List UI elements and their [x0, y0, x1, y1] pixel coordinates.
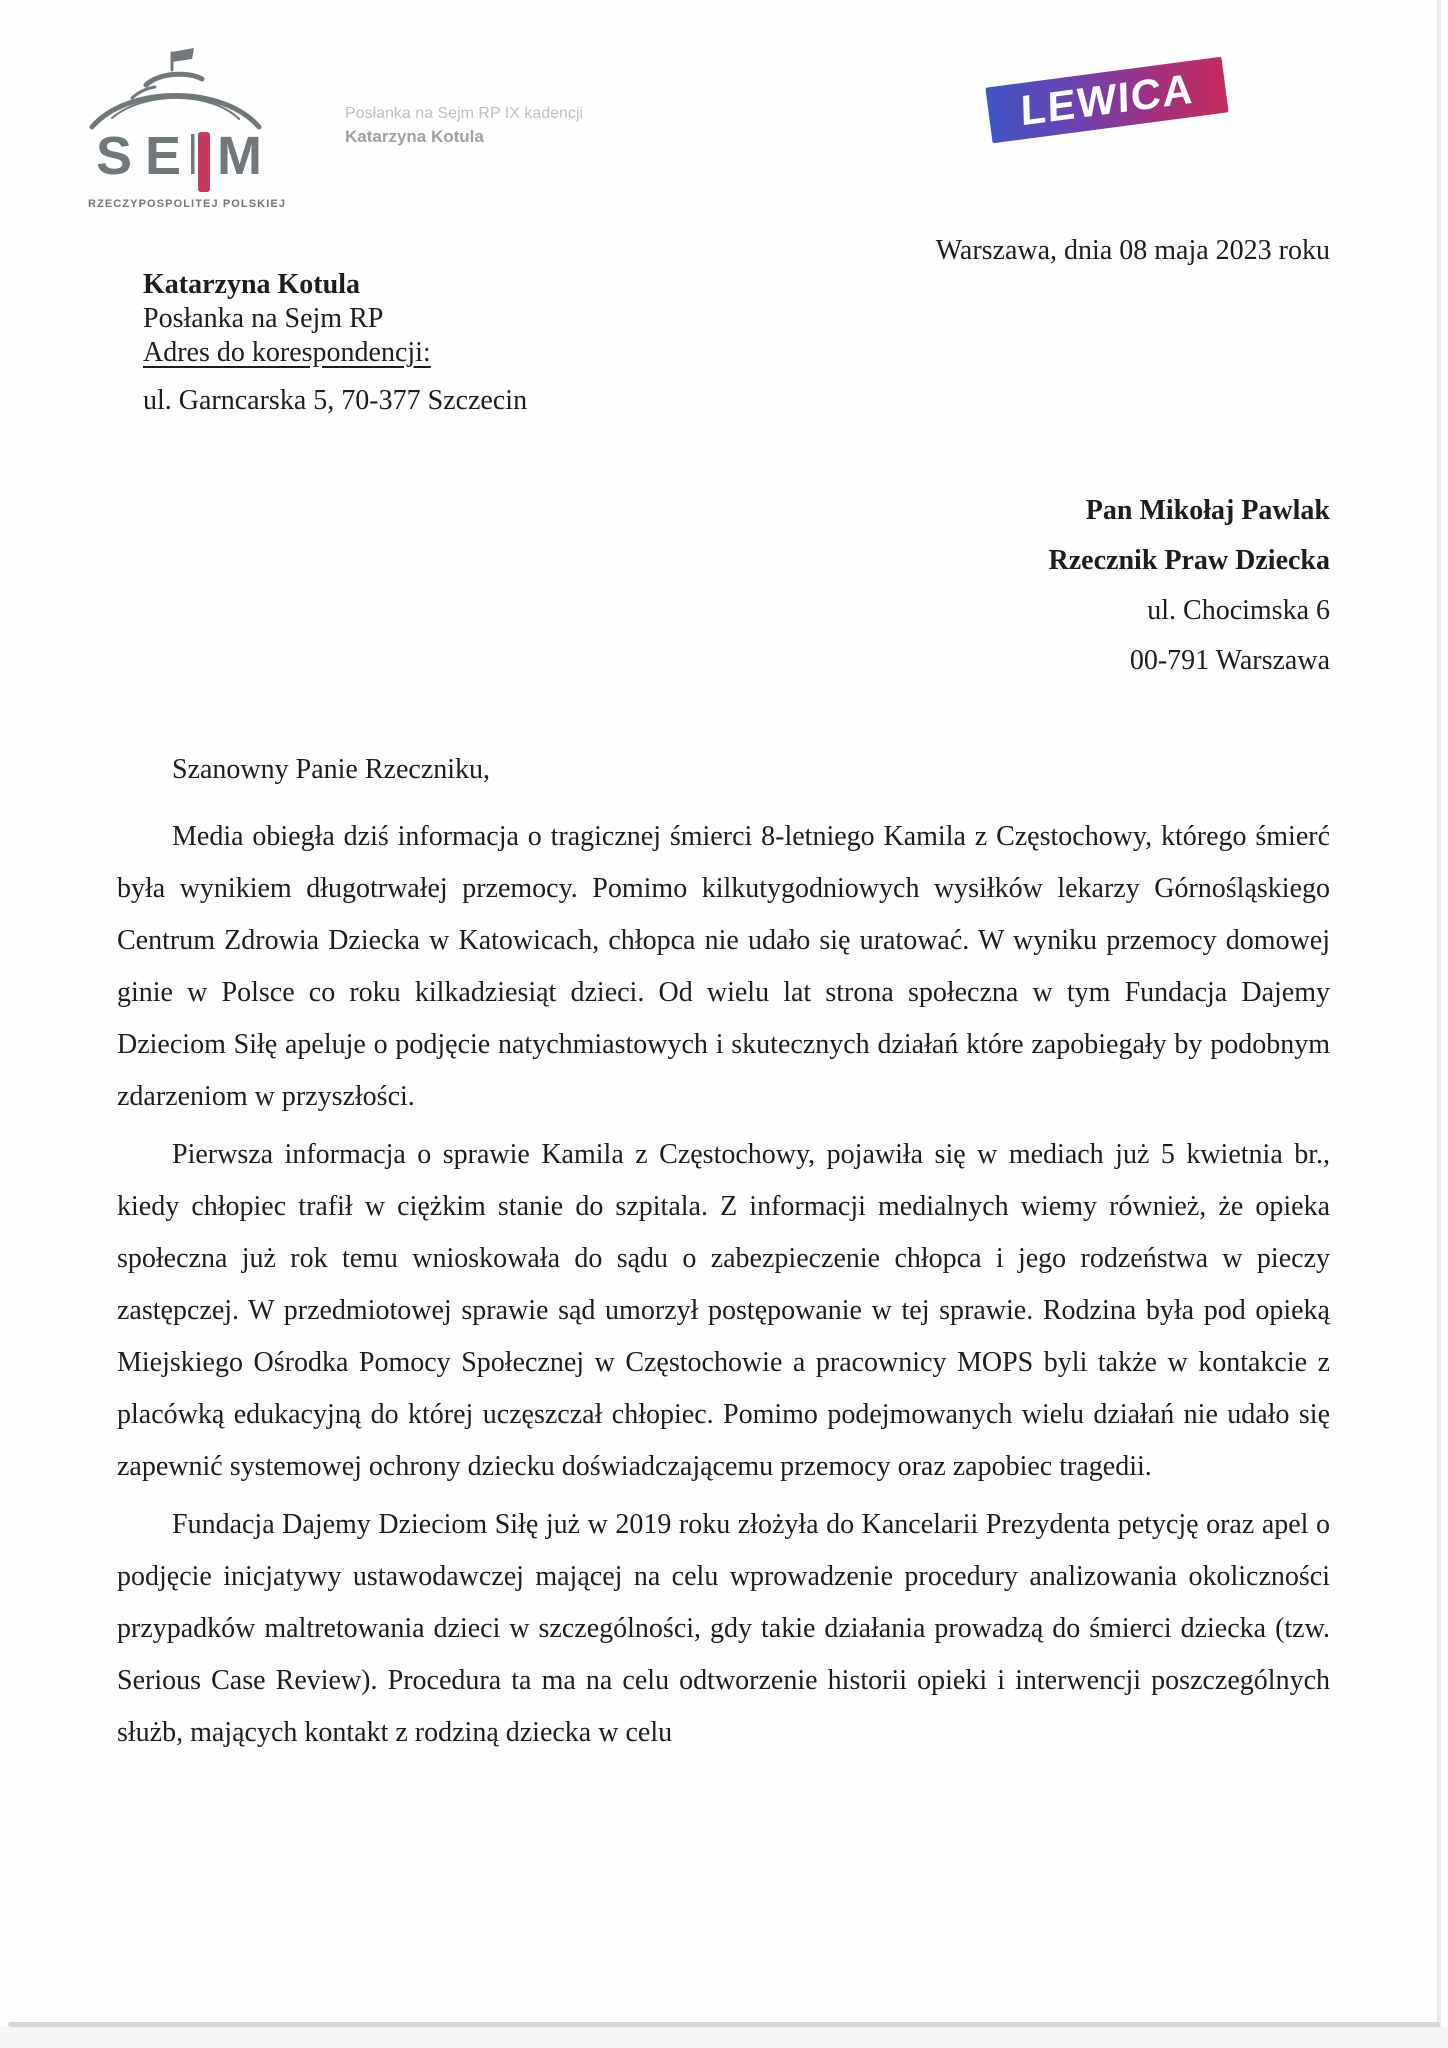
paragraph-3: Fundacja Dajemy Dzieciom Siłę już w 2019 roku złożyła do Kancelarii Prezydenta petycję oraz apel o podjęcie inicjatywy ustawodawczej mającej na celu wprowadzenie procedury analizowania okoliczności przypadków maltretowania dzieci w szczególności, gdy takie działania prowadzą do śmierci dziecka (tzw. Serious Case Review). Procedura ta ma na celu odtworzenie historii opieki i interwencji poszczególnych służb, mających kontakt z rodziną dziecka w celu — [117, 1509, 1330, 1748]
letter-body — [117, 744, 1330, 1765]
recipient-address-city: 00-791 Warszawa — [1129, 645, 1330, 676]
recipient-block — [1049, 486, 1330, 686]
sejm-letter-m: M — [217, 126, 262, 186]
deputy-watermark-title: Posłanka na Sejm RP IX kadencji — [345, 105, 584, 122]
paragraph-1: Media obiegła dziś informacja o tragicznej śmierci 8-letniego Kamila z Częstochowy, którego śmierć była wynikiem długotrwałej przemocy. Pomimo kilkutygodniowych wysiłków lekarzy Górnośląskiego Centrum Zdrowia Dziecka w Katowicach, chłopca nie udało się uratować. W wyniku przemocy domowej ginie w Polsce co roku kilkadziesiąt dzieci. Od wielu lat strona społeczna w tym Fundacja Dajemy Dzieciom Siłę apeluje o podjęcie natychmiastowych i skutecznych działań które zapobiegały by podobnym zdarzeniom w przyszłości. — [117, 821, 1330, 1112]
scan-artifact-bottom-band — [0, 2027, 1448, 2048]
scan-artifact-right-edge — [1437, 0, 1441, 2048]
scan-artifact-bottom-line — [8, 2022, 1440, 2027]
sejm-letter-j-bar — [198, 132, 210, 192]
recipient-name: Pan Mikołaj Pawlak — [1085, 495, 1330, 526]
sejm-logo — [88, 46, 287, 210]
sender-name: Katarzyna Kotula — [143, 269, 360, 300]
date-line: Warszawa, dnia 08 maja 2023 roku — [935, 235, 1330, 266]
deputy-watermark — [345, 102, 583, 148]
sender-title: Posłanka na Sejm RP — [143, 303, 384, 334]
lewica-logo — [985, 57, 1228, 144]
sejm-letter-j-thin-bar — [191, 134, 195, 174]
recipient-address-street: ul. Chocimska 6 — [1147, 595, 1330, 626]
lewica-logo-label: LEWICA — [1019, 64, 1195, 135]
recipient-title: Rzecznik Praw Dziecka — [1048, 545, 1330, 576]
paragraph-2: Pierwsza informacja o sprawie Kamila z Częstochowy, pojawiła się w mediach już 5 kwietnia br., kiedy chłopiec trafił w ciężkim stanie do szpitala. Z informacji medialnych wiemy również, że opieka społeczna już rok temu wnioskowała do sądu o zabezpieczenie chłopca i jego rodzeństwa w pieczy zastępczej. W przedmiotowej sprawie sąd umorzył postępowanie w tej sprawie. Rodzina była pod opieką Miejskiego Ośrodka Pomocy Społecznej w Częstochowie a pracownicy MOPS byli także w kontakcie z placówką edukacyjną do której uczęszczał chłopiec. Pomimo podejmowanych wielu działań nie udało się zapewnić systemowej ochrony dziecku doświadczającemu przemocy oraz zapobiec tragedii. — [117, 1139, 1330, 1482]
sejm-caption: RZECZYPOSPOLITEJ POLSKIEJ — [88, 198, 287, 210]
sejm-letter-e: E — [145, 126, 182, 186]
sender-address: ul. Garncarska 5, 70-377 Szczecin — [143, 385, 528, 416]
salutation: Szanowny Panie Rzeczniku, — [172, 754, 491, 785]
sender-address-label: Adres do korespondencji: — [143, 337, 431, 368]
sender-block — [143, 268, 527, 418]
deputy-watermark-name: Katarzyna Kotula — [345, 127, 484, 146]
sejm-dome-icon — [88, 46, 263, 196]
sejm-letter-s: S — [96, 126, 133, 186]
